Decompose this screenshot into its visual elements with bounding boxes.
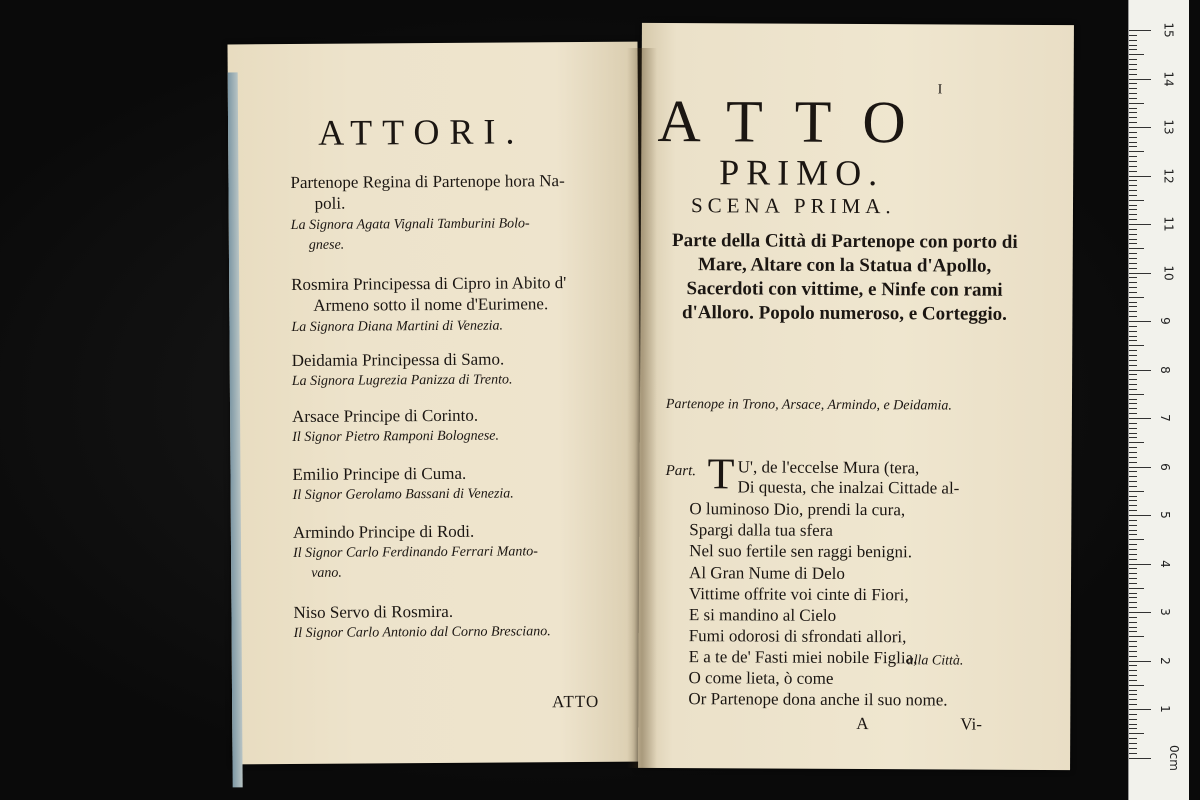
scene-heading: SCENA PRIMA. [690, 193, 896, 219]
cast-role-line: Rosmira Principessa di Cipro in Abito d' [291, 273, 567, 295]
ruler-minor-tick [1129, 336, 1137, 337]
cast-singer-line: La Signora Lugrezia Panizza di Trento. [291, 372, 513, 389]
ruler-minor-tick [1129, 229, 1137, 230]
drop-cap: T [707, 449, 735, 499]
ruler-minor-tick [1129, 699, 1137, 700]
verse-line: O come lieta, ò come [688, 668, 834, 688]
ruler-tick [1129, 467, 1151, 468]
ruler-label: 8 [1157, 365, 1172, 374]
ruler-tick [1129, 370, 1151, 371]
ruler-minor-tick [1129, 481, 1137, 482]
ruler-tick [1129, 612, 1151, 613]
verse-line: Nel suo fertile sen raggi benigni. [689, 541, 913, 562]
ruler-minor-tick [1129, 219, 1137, 220]
ruler-minor-tick [1129, 258, 1137, 259]
ruler-minor-tick [1129, 253, 1137, 254]
ruler-minor-tick [1129, 40, 1137, 41]
ruler-minor-tick [1129, 83, 1137, 84]
ruler-minor-tick [1129, 631, 1137, 632]
ruler-minor-tick [1129, 413, 1137, 414]
ruler-minor-tick [1129, 117, 1137, 118]
ruler-minor-tick [1129, 399, 1137, 400]
verse-line: Al Gran Nume di Delo [689, 563, 845, 583]
ruler-minor-tick [1129, 297, 1144, 298]
ruler-minor-tick [1129, 88, 1137, 89]
ruler-minor-tick [1129, 45, 1137, 46]
act-heading: ATTO [657, 87, 938, 156]
ruler-minor-tick [1129, 292, 1137, 293]
scene-description: Parte della Città di Partenope con porto di Mare, Altare con la Statua d'Apollo, Sacerdoti con vittime, e Ninfe con rami d'Alloro. Popolo numeroso, e Corteggio. [671, 230, 1018, 325]
ruler-minor-tick [1129, 724, 1137, 725]
cast-title: ATTORI. [317, 111, 525, 153]
ruler-minor-tick [1129, 277, 1137, 278]
ruler-minor-tick [1129, 680, 1137, 681]
cast-singer-line: vano. [311, 565, 342, 581]
signature-mark: A [856, 714, 869, 734]
ruler-tick [1129, 176, 1151, 177]
verse-line: E a te de' Fasti miei nobile Figlia, [688, 647, 918, 668]
ruler-minor-tick [1129, 525, 1137, 526]
ruler-minor-tick [1129, 365, 1137, 366]
ruler-minor-tick [1129, 738, 1137, 739]
ruler-minor-tick [1129, 462, 1137, 463]
ruler-minor-tick [1129, 350, 1137, 351]
ruler-minor-tick [1129, 93, 1137, 94]
ruler-minor-tick [1129, 171, 1137, 172]
ruler-tick [1129, 709, 1151, 710]
ruler-minor-tick [1129, 656, 1137, 657]
ruler-minor-tick [1129, 743, 1137, 744]
ruler-minor-tick [1129, 384, 1137, 385]
ruler-tick [1129, 564, 1151, 565]
ruler-minor-tick [1129, 59, 1137, 60]
ruler-minor-tick [1129, 69, 1137, 70]
ruler-tick [1129, 758, 1151, 759]
ruler-minor-tick [1129, 559, 1137, 560]
ruler-label: 5 [1157, 511, 1172, 519]
ruler-minor-tick [1129, 122, 1137, 123]
verse-line: Spargi dalla tua sfera [689, 520, 834, 540]
cast-singer-line: Il Signor Pietro Ramponi Bolognese. [292, 428, 500, 445]
catchword: ATTO [552, 691, 600, 712]
ruler-tick [1129, 127, 1151, 128]
ruler-minor-tick [1129, 694, 1137, 695]
ruler-minor-tick [1129, 331, 1137, 332]
ruler-minor-tick [1129, 728, 1137, 729]
verse-line: Fumi odorosi di sfrondati allori, [688, 626, 907, 647]
ruler-minor-tick [1129, 748, 1137, 749]
ruler-label: 11 [1161, 216, 1176, 232]
ruler-minor-tick [1129, 646, 1137, 647]
ruler-minor-tick [1129, 403, 1137, 404]
ruler-minor-tick [1129, 500, 1137, 501]
ruler-minor-tick [1129, 690, 1137, 691]
ruler-minor-tick [1129, 534, 1137, 535]
ruler-tick [1129, 224, 1151, 225]
ruler-minor-tick [1129, 214, 1137, 215]
ruler-minor-tick [1129, 607, 1137, 608]
ruler-minor-tick [1129, 360, 1137, 361]
ruler-minor-tick [1129, 544, 1137, 545]
verse-line: E si mandino al Cielo [688, 605, 837, 625]
cast-role-line: Emilio Principe di Cuma. [292, 463, 467, 484]
ruler-minor-tick [1129, 142, 1137, 143]
ruler-label: 12 [1161, 167, 1176, 184]
ruler-minor-tick [1129, 185, 1137, 186]
ruler-label: 10 [1161, 264, 1176, 281]
verse-line: Vittime offrite voi cinte di Fiori, [688, 584, 909, 605]
act-number: I [937, 82, 943, 98]
ruler-minor-tick [1129, 379, 1137, 380]
scene-persons: Partenope in Trono, Arsace, Armindo, e Deidamia. [665, 397, 952, 414]
ruler-minor-tick [1129, 423, 1137, 424]
ruler-minor-tick [1129, 112, 1137, 113]
ruler-minor-tick [1129, 326, 1137, 327]
ruler-minor-tick [1129, 161, 1137, 162]
cast-role-line: poli. [314, 193, 346, 213]
ruler-label: 3 [1157, 608, 1172, 616]
ruler-minor-tick [1129, 520, 1137, 521]
ruler-minor-tick [1129, 54, 1144, 55]
ruler-tick [1129, 30, 1151, 31]
ruler-minor-tick [1129, 311, 1137, 312]
ruler-minor-tick [1129, 685, 1144, 686]
ruler-minor-tick [1129, 239, 1137, 240]
ruler-label: 14 [1161, 70, 1176, 87]
ruler-minor-tick [1129, 578, 1137, 579]
ruler-minor-tick [1129, 433, 1137, 434]
ruler-minor-tick [1129, 530, 1137, 531]
ruler-minor-tick [1129, 651, 1137, 652]
ruler-minor-tick [1129, 457, 1137, 458]
ruler-minor-tick [1129, 573, 1137, 574]
ruler-minor-tick [1129, 132, 1137, 133]
ruler-minor-tick [1129, 243, 1137, 244]
catchword: Vi- [960, 714, 982, 734]
ruler-minor-tick [1129, 505, 1137, 506]
ruler-minor-tick [1129, 49, 1137, 50]
ruler-minor-tick [1129, 108, 1137, 109]
ruler-minor-tick [1129, 74, 1137, 75]
ruler-label: 0cm [1166, 744, 1181, 771]
ruler-minor-tick [1129, 583, 1137, 584]
ruler-label: 6 [1157, 462, 1172, 471]
cast-singer-line: Il Signor Carlo Ferdinando Ferrari Manto- [292, 544, 538, 561]
ruler-minor-tick [1129, 704, 1137, 705]
verse-line: U', de l'eccelse Mura (tera, [737, 457, 920, 478]
ruler-minor-tick [1129, 35, 1137, 36]
cast-role-line: Arsace Principe di Corinto. [292, 405, 479, 426]
ruler-label: 7 [1157, 414, 1172, 422]
book-gutter [627, 48, 657, 768]
ruler-minor-tick [1129, 665, 1137, 666]
ruler-minor-tick [1129, 719, 1137, 720]
ruler-minor-tick [1129, 622, 1137, 623]
ruler-tick [1129, 661, 1151, 662]
cast-role-line: Niso Servo di Rosmira. [293, 601, 454, 622]
ruler-minor-tick [1129, 282, 1137, 283]
ruler-minor-tick [1129, 714, 1137, 715]
ruler-minor-tick [1129, 597, 1137, 598]
ruler-minor-tick [1129, 636, 1144, 637]
ruler-minor-tick [1129, 248, 1144, 249]
ruler-minor-tick [1129, 180, 1137, 181]
ruler-minor-tick [1129, 190, 1137, 191]
ruler-minor-tick [1129, 389, 1137, 390]
ruler-minor-tick [1129, 302, 1137, 303]
ruler-tick [1129, 321, 1151, 322]
ruler-minor-tick [1129, 428, 1137, 429]
ruler-tick [1129, 515, 1151, 516]
ruler-minor-tick [1129, 486, 1137, 487]
ruler-minor-tick [1129, 588, 1144, 589]
verse-line: Or Partenope dona anche il suo nome. [688, 689, 948, 710]
ruler-minor-tick [1129, 195, 1137, 196]
ruler-minor-tick [1129, 670, 1137, 671]
act-subheading: PRIMO. [719, 152, 885, 194]
ruler-minor-tick [1129, 437, 1137, 438]
ruler-minor-tick [1129, 306, 1137, 307]
ruler-minor-tick [1129, 617, 1137, 618]
ruler-minor-tick [1129, 268, 1137, 269]
ruler-minor-tick [1129, 753, 1137, 754]
ruler-minor-tick [1129, 287, 1137, 288]
ruler-minor-tick [1129, 602, 1137, 603]
ruler-minor-tick [1129, 476, 1137, 477]
ruler-minor-tick [1129, 234, 1137, 235]
ruler-minor-tick [1129, 151, 1144, 152]
ruler-minor-tick [1129, 593, 1137, 594]
page-edge-binding [228, 72, 243, 787]
open-book [222, 18, 1072, 778]
cast-role-line: Armindo Principe di Rodi. [292, 521, 475, 542]
ruler-label: 4 [1157, 559, 1172, 568]
ruler-minor-tick [1129, 263, 1137, 264]
ruler-minor-tick [1129, 554, 1137, 555]
ruler-minor-tick [1129, 340, 1137, 341]
ruler-label: 1 [1157, 705, 1172, 713]
ruler-minor-tick [1129, 471, 1137, 472]
ruler-tick [1129, 273, 1151, 274]
ruler-minor-tick [1129, 103, 1144, 104]
ruler-minor-tick [1129, 491, 1144, 492]
ruler-minor-tick [1129, 355, 1137, 356]
ruler-minor-tick [1129, 549, 1137, 550]
cast-role-line: Deidamia Principessa di Samo. [291, 349, 505, 370]
cast-role-line: Partenope Regina di Partenope hora Na- [290, 171, 565, 193]
cast-singer-line: Il Signor Gerolamo Bassani di Venezia. [292, 486, 514, 503]
ruler-minor-tick [1129, 510, 1137, 511]
ruler-minor-tick [1129, 539, 1144, 540]
ruler-minor-tick [1129, 98, 1137, 99]
cast-singer-line: La Signora Diana Martini di Venezia. [291, 318, 504, 335]
ruler-minor-tick [1129, 200, 1144, 201]
ruler-minor-tick [1129, 568, 1137, 569]
cast-singer-line: gnese. [308, 237, 345, 253]
ruler-label: 15 [1161, 22, 1176, 38]
ruler-minor-tick [1129, 394, 1144, 395]
speaker-label: Part. [665, 463, 697, 480]
ruler-minor-tick [1129, 447, 1137, 448]
ruler-minor-tick [1129, 137, 1137, 138]
cast-role-line: Armeno sotto il nome d'Eurimene. [313, 294, 549, 315]
ruler-minor-tick [1129, 205, 1137, 206]
ruler-minor-tick [1129, 166, 1137, 167]
ruler-tick [1129, 418, 1151, 419]
ruler-minor-tick [1129, 496, 1137, 497]
ruler-minor-tick [1129, 627, 1137, 628]
ruler-label: 2 [1157, 656, 1172, 665]
verse-line: Di questa, che inalzai Cittade al- [737, 477, 960, 498]
verse-line: O luminoso Dio, prendi la cura, [689, 499, 906, 520]
ruler-minor-tick [1129, 408, 1137, 409]
ruler-minor-tick [1129, 146, 1137, 147]
ruler-minor-tick [1129, 452, 1137, 453]
ruler-minor-tick [1129, 209, 1137, 210]
cast-singer-line: Il Signor Carlo Antonio dal Corno Bresciano. [293, 624, 551, 641]
ruler-minor-tick [1129, 345, 1144, 346]
ruler-label: 9 [1157, 317, 1172, 325]
cast-singer-line: La Signora Agata Vignali Tamburini Bolo- [290, 216, 530, 234]
ruler-minor-tick [1129, 442, 1144, 443]
stage-direction: alla Città. [906, 653, 964, 669]
ruler-minor-tick [1129, 64, 1137, 65]
ruler-minor-tick [1129, 733, 1144, 734]
measuring-ruler [1128, 0, 1189, 800]
ruler-minor-tick [1129, 374, 1137, 375]
right-page [638, 23, 1074, 770]
ruler-minor-tick [1129, 641, 1137, 642]
ruler-label: 13 [1161, 119, 1176, 135]
ruler-minor-tick [1129, 156, 1137, 157]
ruler-minor-tick [1129, 675, 1137, 676]
left-page [227, 42, 642, 765]
ruler-tick [1129, 79, 1151, 80]
ruler-minor-tick [1129, 316, 1137, 317]
